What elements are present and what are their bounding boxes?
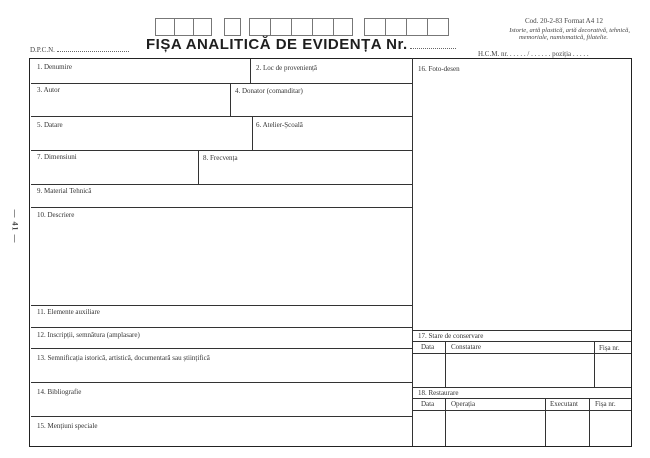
dpcn-label: D.P.C.N. bbox=[30, 46, 129, 54]
field-mentiuni-speciale: 15. Mențiuni speciale bbox=[37, 422, 98, 430]
field-atelier-scoala: 6. Atelier-Școală bbox=[256, 121, 303, 129]
restoration-col-divider bbox=[545, 398, 546, 446]
code-box bbox=[292, 19, 313, 35]
hcm-label: H.C.M. nr. . . . . . / . . . . . . poziția . . . . . bbox=[478, 50, 589, 58]
row-line bbox=[31, 184, 412, 185]
code-box bbox=[175, 19, 194, 35]
row-line bbox=[31, 382, 412, 383]
code-box bbox=[250, 19, 271, 35]
restoration-col-fisa: Fișa nr. bbox=[595, 400, 616, 408]
conservation-col-fisa: Fișa nr. bbox=[599, 344, 620, 352]
field-frecventa: 8. Frecvența bbox=[203, 154, 238, 162]
field-denumire: 1. Denumire bbox=[37, 63, 72, 71]
restoration-col-executant: Executant bbox=[550, 400, 578, 408]
row-line bbox=[31, 116, 412, 117]
registry-code-boxes-group-a bbox=[155, 18, 212, 36]
form-code: Cod. 20-2-83 Format A4 12 bbox=[525, 17, 603, 25]
field-dimensiuni: 7. Dimensiuni bbox=[37, 153, 77, 161]
field-material-tehnica: 9. Material Tehnică bbox=[37, 187, 92, 195]
cell-divider bbox=[250, 59, 251, 83]
conservation-top-line bbox=[413, 330, 631, 331]
registry-code-boxes-group-b bbox=[224, 18, 241, 36]
conservation-col-divider bbox=[445, 341, 446, 387]
field-loc-provenienta: 2. Loc de proveniență bbox=[256, 64, 318, 72]
row-line bbox=[31, 207, 412, 208]
field-semnificatia: 13. Semnificația istorică, artistică, documentară sau științifică bbox=[37, 354, 210, 362]
field-inscriptii: 12. Inscripții, semnătura (amplasare) bbox=[37, 331, 140, 339]
field-autor: 3. Autor bbox=[37, 86, 60, 94]
row-line bbox=[31, 327, 412, 328]
row-line bbox=[31, 150, 412, 151]
conservation-col-data: Data bbox=[421, 343, 435, 351]
field-foto-desen: 16. Foto-desen bbox=[418, 65, 460, 73]
restoration-col-divider bbox=[589, 398, 590, 446]
restoration-col-divider bbox=[445, 398, 446, 446]
code-box bbox=[386, 19, 407, 35]
row-line bbox=[31, 83, 412, 84]
code-box bbox=[365, 19, 386, 35]
code-box bbox=[271, 19, 292, 35]
row-line bbox=[31, 416, 412, 417]
field-stare-conservare: 17. Stare de conservare bbox=[418, 332, 484, 340]
conservation-col-constatare: Constatare bbox=[451, 343, 481, 351]
cell-divider bbox=[230, 83, 231, 116]
code-box bbox=[156, 19, 175, 35]
page-title: FIȘA ANALITICĂ DE EVIDENȚA Nr. bbox=[146, 36, 456, 53]
field-elemente-auxiliare: 11. Elemente auxiliare bbox=[37, 308, 100, 316]
categories-line-2: memoriale, numismatică, filatelie. bbox=[518, 34, 608, 41]
field-descriere: 10. Descriere bbox=[37, 211, 75, 219]
restoration-col-data: Data bbox=[421, 400, 435, 408]
row-line bbox=[31, 348, 412, 349]
registry-code-boxes-group-c bbox=[249, 18, 353, 36]
code-box bbox=[313, 19, 334, 35]
restoration-top-line bbox=[413, 387, 631, 388]
row-line bbox=[31, 305, 412, 306]
cell-divider bbox=[252, 116, 253, 150]
field-bibliografie: 14. Bibliografie bbox=[37, 388, 82, 396]
field-datare: 5. Datare bbox=[37, 121, 63, 129]
page-number: — 41 — bbox=[10, 209, 20, 244]
cell-divider bbox=[198, 150, 199, 184]
field-donator: 4. Donator (comanditar) bbox=[235, 87, 303, 95]
code-box bbox=[407, 19, 428, 35]
restoration-col-operatia: Operația bbox=[451, 400, 476, 408]
categories-line-1: Istorie, artă plastică, artă decorativă, tehnică, bbox=[509, 27, 630, 34]
registry-code-boxes-group-d bbox=[364, 18, 449, 36]
field-restaurare: 18. Restaurare bbox=[418, 389, 459, 397]
conservation-col-divider bbox=[594, 341, 595, 387]
